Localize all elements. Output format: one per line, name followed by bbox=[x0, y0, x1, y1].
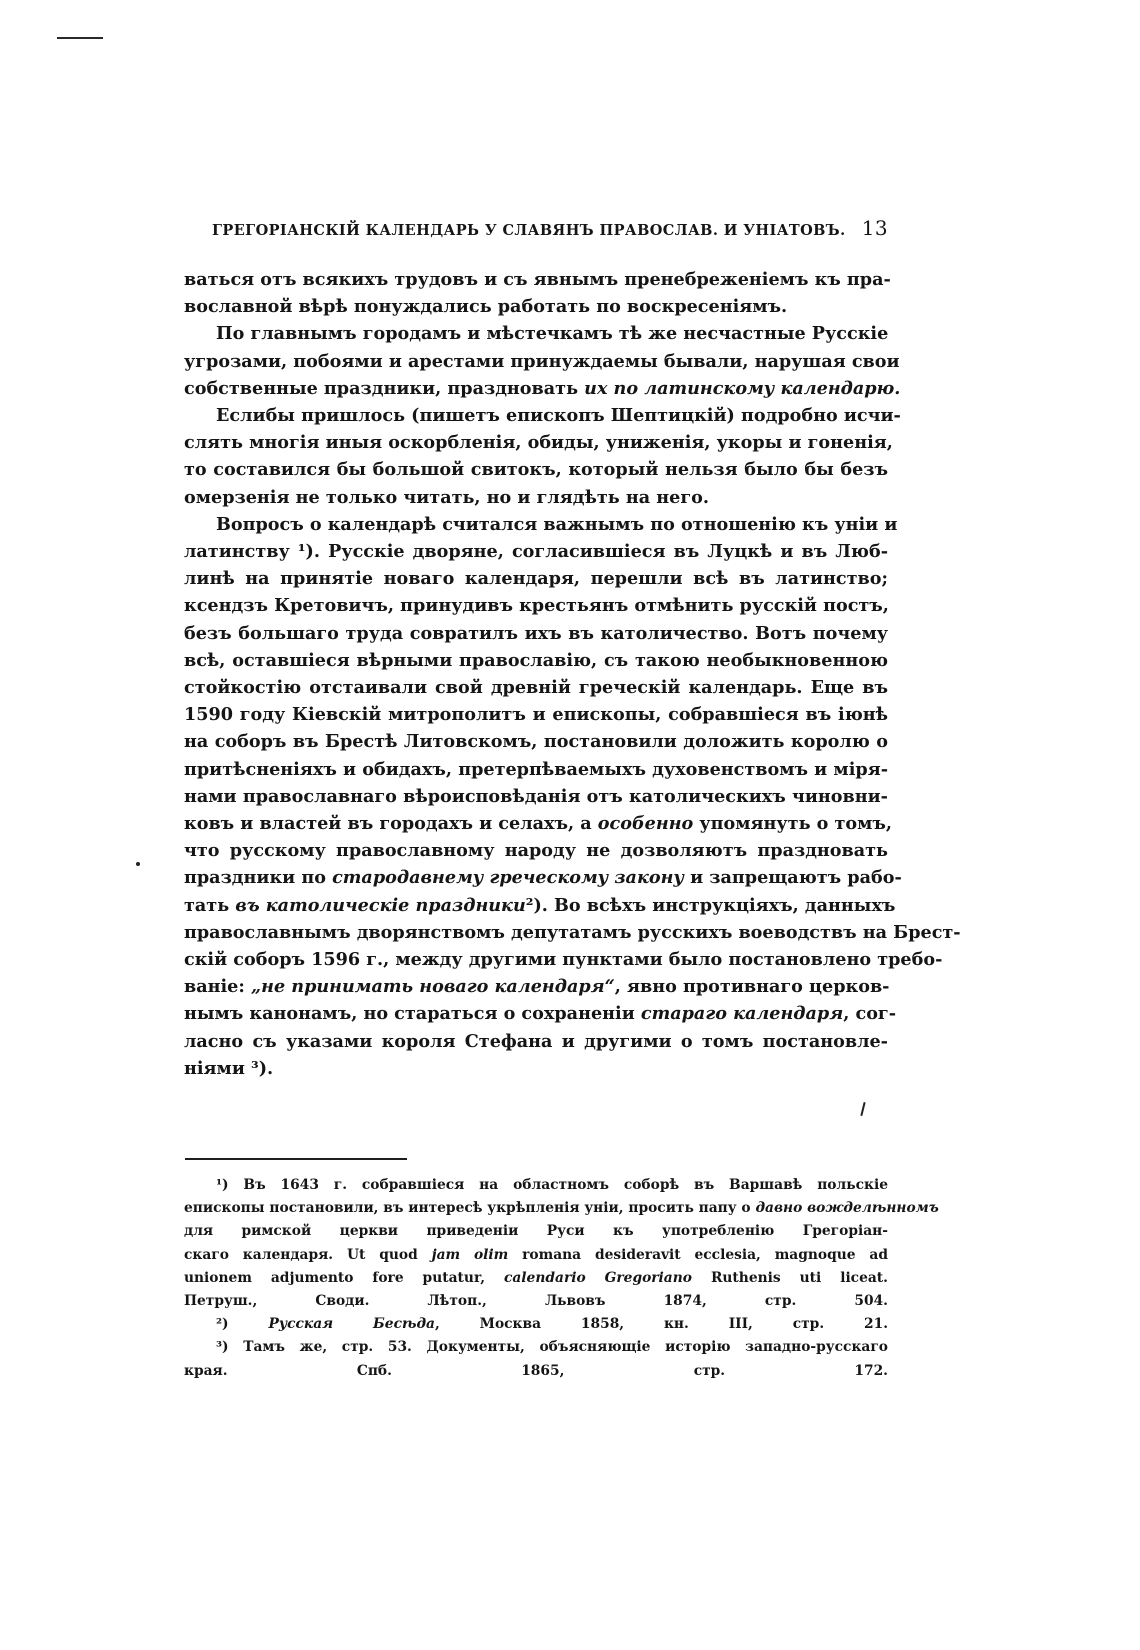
body-italic-run: стараго календаря bbox=[640, 1003, 844, 1025]
footnote-line bbox=[184, 1313, 888, 1336]
body-italic-run: въ католическіе праздники bbox=[235, 894, 526, 916]
body-text-run: нымъ канонамъ, но стараться о сохраненіи bbox=[184, 1003, 635, 1025]
footnote-line bbox=[184, 1197, 939, 1220]
footnote-italic-run: jam olim bbox=[431, 1246, 509, 1263]
body-text-run: ковъ и властей въ городахъ и селахъ, а bbox=[184, 813, 592, 835]
footnote-line: ¹) Въ 1643 г. собравшіеся на областномъ соборѣ въ Варшавѣ польскіе bbox=[216, 1177, 888, 1193]
footnote-text-run: ²) bbox=[216, 1316, 229, 1333]
margin-dot bbox=[136, 862, 140, 866]
body-line bbox=[184, 375, 901, 402]
footnote-italic-run: calendario Gregoriano bbox=[503, 1269, 692, 1286]
body-line: безъ большаго труда совратилъ ихъ въ католичество. Вотъ почему bbox=[184, 622, 888, 644]
footnote-text-run: unionem adjumento fore putatur, bbox=[184, 1269, 486, 1286]
body-line: ніями ³). bbox=[184, 1057, 274, 1079]
body-line: слять многія иныя оскорбленія, обиды, униженія, укоры и гоненія, bbox=[184, 432, 893, 454]
body-text-run: ²). Во всѣхъ инструкціяхъ, данныхъ bbox=[525, 894, 896, 916]
body-line bbox=[184, 864, 902, 891]
body-line: ксендзъ Кретовичъ, принудивъ крестьянъ отмѣнить русскій постъ, bbox=[184, 595, 889, 617]
body-line: омерзенія не только читать, но и глядѣть на него. bbox=[184, 486, 709, 508]
running-head bbox=[212, 216, 888, 240]
footnote-separator bbox=[185, 1158, 407, 1160]
body-italic-run: их по латинскому календарю. bbox=[584, 377, 901, 399]
body-line: вославной вѣрѣ понуждались работать по воскресеніямъ. bbox=[184, 296, 788, 318]
body-line: стойкостію отстаивали свой древній греческій календарь. Еще въ bbox=[184, 677, 888, 699]
body-text-run: , сог- bbox=[843, 1003, 897, 1025]
body-line: на соборъ въ Брестѣ Литовскомъ, постановили доложить королю о bbox=[184, 731, 888, 753]
margin-tick bbox=[860, 1102, 865, 1116]
body-line: Вопросъ о календарѣ считался важнымъ по отношенію къ уніи и bbox=[216, 513, 898, 535]
body-italic-run: стародавнему греческому закону bbox=[332, 867, 684, 889]
body-text bbox=[184, 266, 961, 1082]
body-text-run: собственные праздники, праздновать bbox=[184, 377, 579, 399]
body-text-run: , явно противнаго церков- bbox=[614, 976, 890, 998]
footnote-italic-run: Русская Бесѣда bbox=[268, 1316, 435, 1333]
footnote-line: Петруш., Своди. Лѣтоп., Львовъ 1874, стр. 504. bbox=[184, 1293, 888, 1310]
footnote-text-run: скаго календаря. Ut quod bbox=[184, 1246, 418, 1263]
footnote-line: ³) Тамъ же, стр. 53. Документы, объясняющіе исторію западно-русскаго bbox=[216, 1339, 888, 1356]
body-line: ласно съ указами короля Стефана и другими о томъ постановле- bbox=[184, 1030, 888, 1052]
footnote-line: края. Спб. 1865, стр. 172. bbox=[184, 1362, 888, 1379]
body-line: 1590 году Кіевскій митрополитъ и епископы, собравшіеся въ іюнѣ bbox=[184, 704, 888, 726]
body-text-run: ваніе: bbox=[184, 976, 245, 998]
body-text-run: тать bbox=[184, 894, 230, 916]
body-line: что русскому православному народу не дозволяютъ праздновать bbox=[184, 840, 888, 862]
body-line: нами православнаго вѣроисповѣданія отъ католическихъ чиновни- bbox=[184, 785, 888, 807]
body-italic-run: „не принимать новаго календаря“ bbox=[251, 976, 615, 998]
body-line: По главнымъ городамъ и мѣстечкамъ тѣ же несчастные Русскіе bbox=[216, 323, 889, 345]
footnote-italic-run: давно вожделѣнномъ bbox=[755, 1200, 939, 1217]
body-line bbox=[184, 810, 893, 837]
body-line: Еслибы пришлось (пишетъ епископъ Шептицкій) подробно исчи- bbox=[216, 405, 901, 427]
page-number: 13 bbox=[861, 216, 888, 240]
body-line: скій соборъ 1596 г., между другими пунктами было постановлено требо- bbox=[184, 949, 943, 971]
body-italic-run: особенно bbox=[597, 813, 694, 835]
body-text-run: и запрещаютъ рабо- bbox=[690, 867, 902, 889]
body-line: латинству ¹). Русскіе дворяне, согласившіеся въ Луцкѣ и въ Люб- bbox=[184, 541, 888, 563]
body-line: всѣ, оставшіеся вѣрными православію, съ такою необыкновенною bbox=[184, 649, 888, 671]
body-line: ваться отъ всякихъ трудовъ и съ явнымъ пренебреженіемъ къ пра- bbox=[184, 269, 891, 290]
body-line: притѣсненіяхъ и обидахъ, претерпѣваемыхъ духовенствомъ и міря- bbox=[184, 758, 888, 780]
body-line: линѣ на принятіе новаго календаря, перешли всѣ въ латинство; bbox=[184, 568, 888, 590]
footnote-line: для римской церкви приведеніи Руси къ употребленію Грегоріан- bbox=[184, 1223, 888, 1240]
footnote-text-run: Ruthenis uti liceat. bbox=[710, 1269, 888, 1286]
footnote-line bbox=[184, 1244, 888, 1267]
footnote-text-run: епископы постановили, въ интересѣ укрѣпленія уніи, просить папу о bbox=[184, 1200, 751, 1217]
body-line bbox=[184, 973, 888, 1000]
body-text-run: упомянуть о томъ, bbox=[699, 813, 893, 835]
footnote-line bbox=[184, 1267, 888, 1290]
body-text-run: праздники по bbox=[184, 867, 326, 889]
body-line: православнымъ дворянствомъ депутатамъ русскихъ воеводствъ на Брест- bbox=[184, 921, 961, 943]
body-line bbox=[184, 892, 896, 919]
body-line: то составился бы большой свитокъ, который нельзя было бы безъ bbox=[184, 459, 888, 481]
running-head-title: ГРЕГОРІАНСКІЙ КАЛЕНДАРЬ У СЛАВЯНЪ ПРАВОСЛАВ. И УНІАТОВЪ. bbox=[212, 222, 846, 239]
footnote-text-run: romana desideravit ecclesia, magnoque ad bbox=[522, 1246, 889, 1263]
body-line: угрозами, побоями и арестами принуждаемы бывали, нарушая свои bbox=[184, 350, 900, 372]
footnotes bbox=[184, 1174, 939, 1383]
body-line bbox=[184, 1000, 897, 1027]
footnote-text-run: , Москва 1858, кн. III, стр. 21. bbox=[435, 1316, 888, 1333]
